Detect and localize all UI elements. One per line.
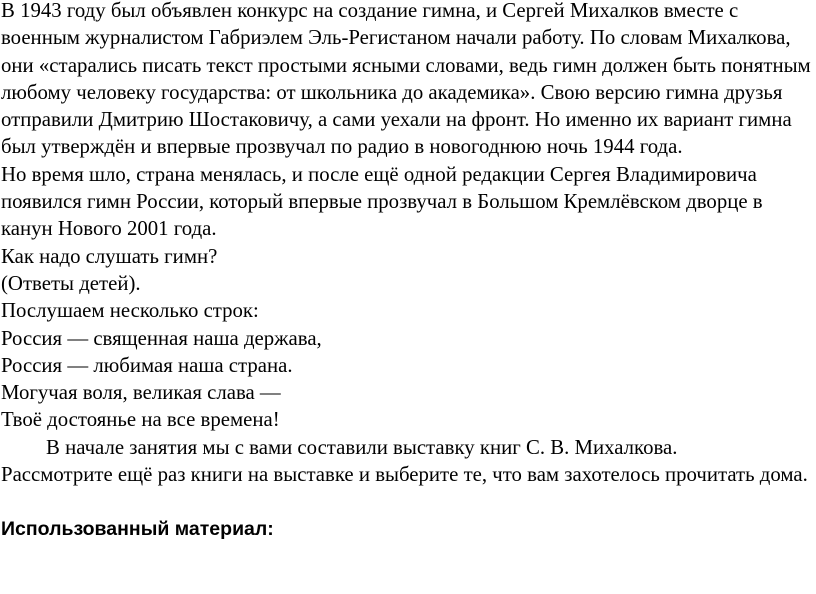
paragraph-line: любому человеку государства: от школьника до академика». Свою версию гимна друзья [1,80,783,104]
paragraph-line: В 1943 году был объявлен конкурс на создание гимна, и Сергей Михалков вместе с [1,0,739,22]
paragraph-line: отправили Дмитрию Шостаковичу, а сами уехали на фронт. Но именно их вариант гимна [1,108,792,132]
paragraph-line: появился гимн России, который впервые прозвучал в Большом Кремлёвском дворце в [1,190,763,214]
blank-line [1,488,816,515]
paragraph-line: В начале занятия мы с вами составили выставку книг С. В. Михалкова. [46,435,678,459]
anthem-verse-line: Твоё достоянье на все времена! [1,408,280,432]
anthem-verse-line: Могучая воля, великая слава — [1,381,281,405]
answers-note: (Ответы детей). [1,271,141,295]
paragraph-line: военным журналистом Габриэлем Эль-Регистаном начали работу. По словам Михалкова, [1,26,791,50]
paragraph-line: Но время шло, страна менялась, и после ещё одной редакции Сергея Владимировича [1,162,757,186]
paragraph-line: они «старались писать текст простыми ясными словами, ведь гимн должен быть понятным [1,53,811,77]
paragraph-line: канун Нового 2001 года. [1,217,217,241]
question-line: Как надо слушать гимн? [1,244,218,268]
paragraph-line: Рассмотрите ещё раз книги на выставке и выберите те, что вам захотелось прочитать дома. [1,463,808,487]
anthem-verse-line: Россия — любимая наша страна. [1,353,293,377]
anthem-verse-line: Россия — священная наша держава, [1,326,322,350]
used-material-heading: Использованный материал: [1,517,274,540]
paragraph-line: Послушаем несколько строк: [1,299,259,323]
paragraph-line: был утверждён и впервые прозвучал по радио в новогоднюю ночь 1944 года. [1,135,683,159]
